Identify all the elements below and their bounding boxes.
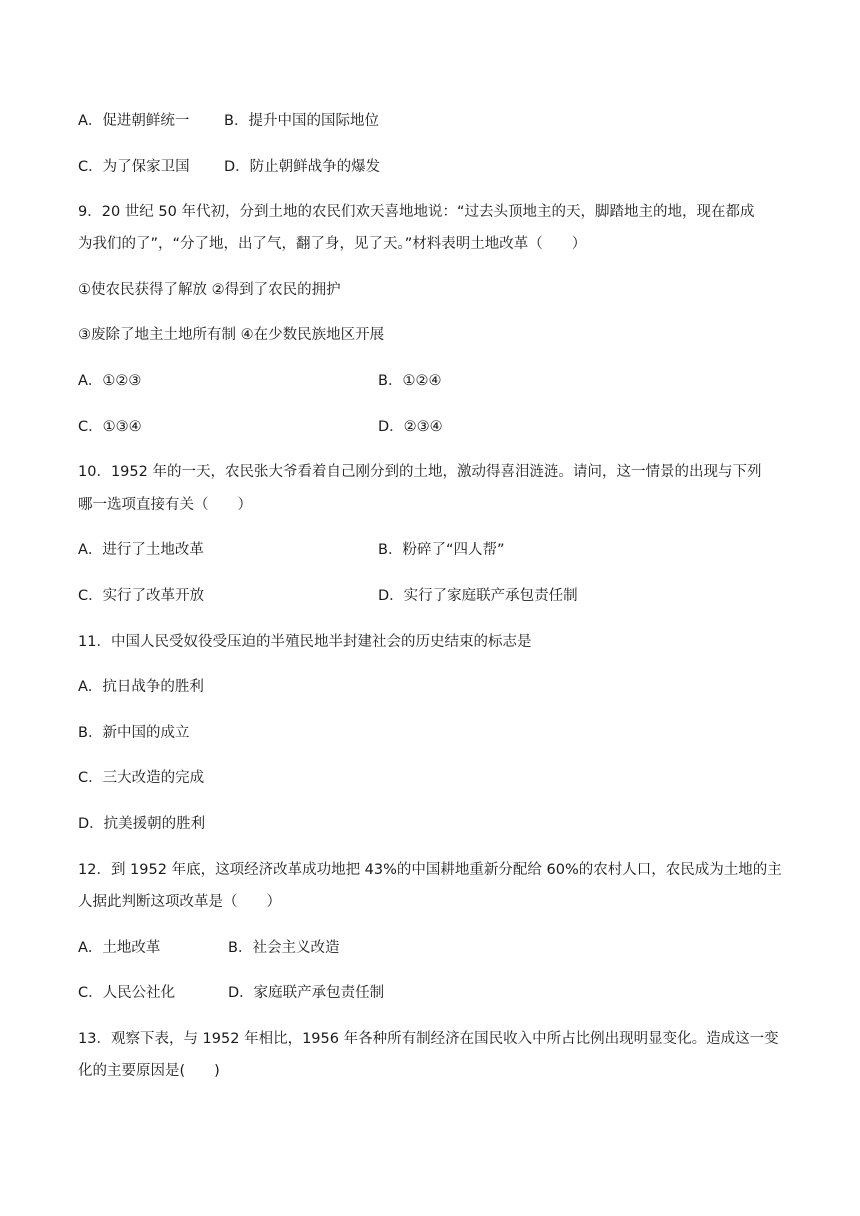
q9-option-a: A．①②③ (78, 373, 142, 389)
q12-stem-line-1: 12．到 1952 年底，这项经济改革成功地把 43%的中国耕地重新分配给 60%的农村人口，农民成为土地的主 (78, 862, 782, 878)
q10-option-b: B．粉碎了“四人帮” (378, 542, 505, 558)
q12-option-d: D．家庭联产承包责任制 (228, 985, 385, 1001)
q8-option-a: A．促进朝鲜统一 (78, 113, 190, 129)
q12-option-b: B．社会主义改造 (228, 940, 340, 956)
q9-option-c: C．①③④ (78, 419, 142, 435)
q12-stem-line-2: 人据此判断这项改革是（ ） (78, 894, 281, 910)
q13-stem-line-1: 13．观察下表，与 1952 年相比，1956 年各种所有制经济在国民收入中所占比例出现明显变化。造成这一变 (78, 1031, 779, 1047)
q12-option-c: C．人民公社化 (78, 985, 176, 1001)
q10-option-c: C．实行了改革开放 (78, 588, 205, 604)
q9-option-d: D．②③④ (378, 419, 443, 435)
q9-item-line-2: ③废除了地主土地所有制 ④在少数民族地区开展 (78, 327, 385, 343)
q9-stem-line-2: 为我们的了”，“分了地，出了气，翻了身，见了天。”材料表明土地改革（ ） (78, 236, 587, 252)
q10-stem-line-2: 哪一选项直接有关（ ） (78, 497, 252, 513)
q9-option-b: B．①②④ (378, 373, 442, 389)
q13-stem-line-2: 化的主要原因是( ) (78, 1063, 220, 1079)
q8-option-c: C．为了保家卫国 (78, 159, 190, 175)
q12-option-a: A．土地改革 (78, 940, 161, 956)
q11-option-a: A．抗日战争的胜利 (78, 679, 204, 695)
q11-option-d: D．抗美援朝的胜利 (78, 816, 206, 832)
q11-option-c: C．三大改造的完成 (78, 770, 205, 786)
q9-stem-line-1: 9．20 世纪 50 年代初，分到土地的农民们欢天喜地地说：“过去头顶地主的天，脚踏地主的地，现在都成 (78, 204, 755, 220)
q10-option-d: D．实行了家庭联产承包责任制 (378, 588, 578, 604)
q10-stem-line-1: 10．1952 年的一天，农民张大爷看着自己刚分到的土地，激动得喜泪涟涟。请问，这一情景的出现与下列 (78, 464, 762, 480)
q8-option-b: B．提升中国的国际地位 (224, 113, 379, 129)
q10-option-a: A．进行了土地改革 (78, 542, 204, 558)
q11-option-b: B．新中国的成立 (78, 725, 190, 741)
q11-stem: 11．中国人民受奴役受压迫的半殖民地半封建社会的历史结束的标志是 (78, 634, 532, 650)
q9-item-line-1: ①使农民获得了解放 ②得到了农民的拥护 (78, 282, 341, 298)
q8-option-d: D．防止朝鲜战争的爆发 (224, 159, 381, 175)
